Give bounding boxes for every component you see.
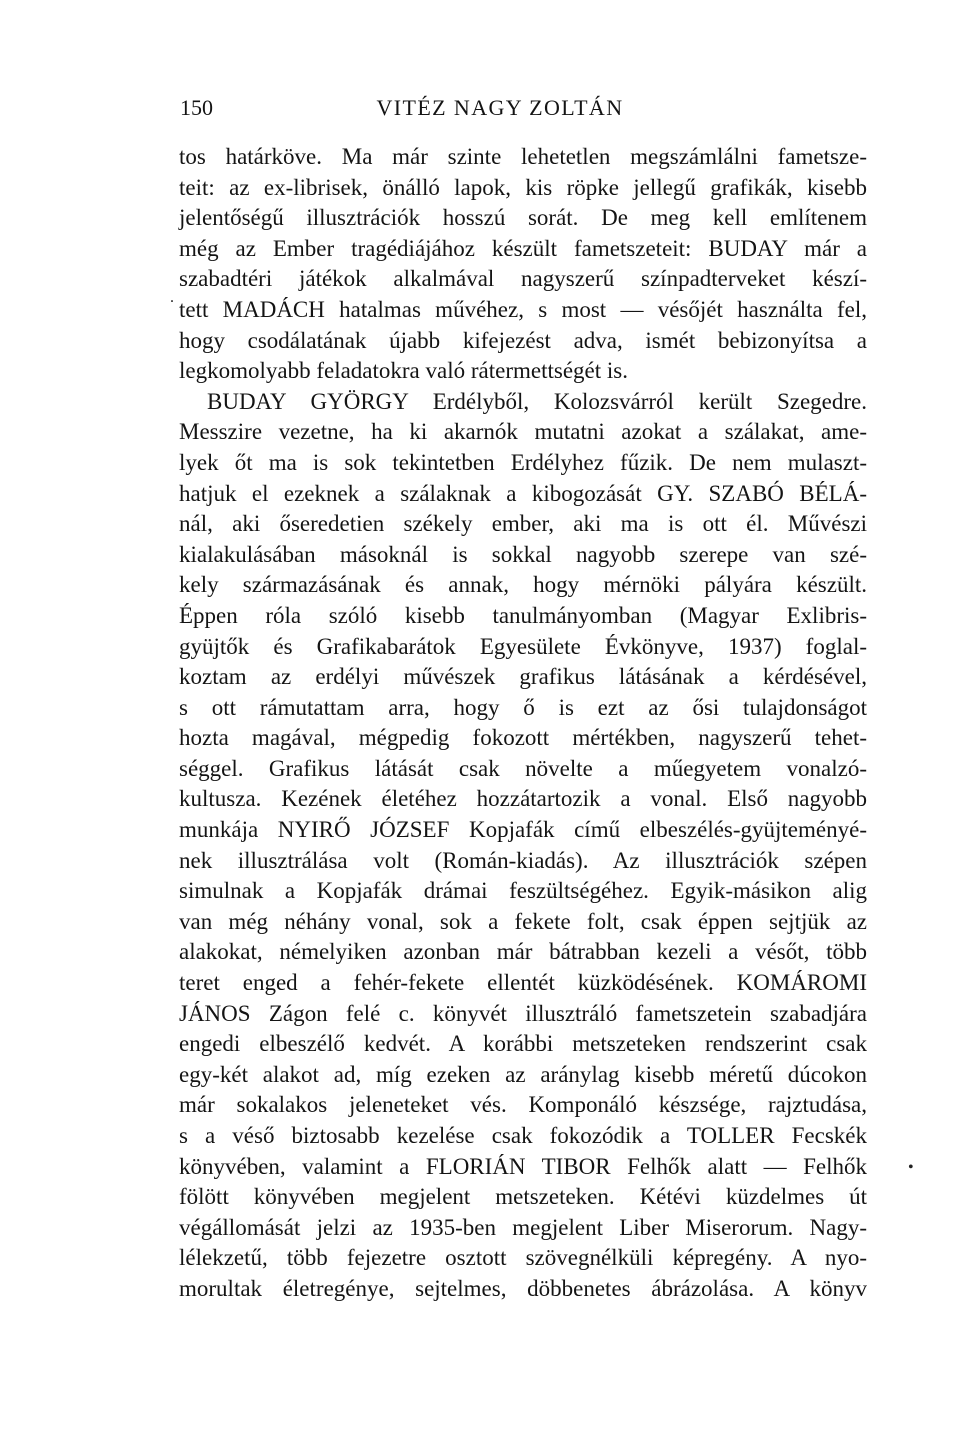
- page-header: [180, 92, 865, 124]
- text-line: legkomolyabb feladatokra való rátermettségét is.: [179, 358, 628, 384]
- text-line: hogy csodálatának újabb kifejezést adva, ismét bebizonyítsa a: [179, 327, 867, 353]
- text-line: simulnak a Kopjafák drámai feszültségéhez. Egyik-másikon alig: [179, 878, 867, 904]
- text-line: végállomását jelzi az 1935-ben megjelent Liber Miserorum. Nagy-: [179, 1214, 867, 1240]
- text-line: Messzire vezetne, ha ki akarnók mutatni azokat a szálakat, ame-: [179, 419, 867, 445]
- text-line: kialakulásában másoknál is sokkal nagyobb szerepe van szé-: [179, 541, 867, 567]
- text-line: kultusza. Kezének életéhez hozzátartozik a vonal. Első nagyobb: [179, 786, 867, 812]
- text-line: morultak életregénye, sejtelmes, döbbenetes ábrázolása. A könyv: [179, 1275, 867, 1301]
- text-line: teit: az ex-librisek, önálló lapok, kis röpke jellegű grafikák, kisebb: [179, 174, 867, 200]
- text-line: már sokalakos jeleneteket vés. Komponáló készsége, rajztudása,: [179, 1092, 867, 1118]
- text-line: Éppen róla szóló kisebb tanulmányomban (Magyar Exlibris-: [179, 602, 867, 628]
- text-line: tett MADÁCH hatalmas művéhez, s most — vésőjét használta fel,: [179, 296, 867, 322]
- text-line: hozta magával, mégpedig fokozott mértékben, nagyszerű tehet-: [179, 725, 867, 751]
- text-line: teret enged a fehér-fekete ellentét küzködésének. KOMÁROMI: [179, 970, 867, 996]
- text-line: gyüjtők és Grafikabarátok Egyesülete Évkönyve, 1937) foglal-: [179, 633, 867, 659]
- page-number: 150: [180, 95, 213, 120]
- text-line: fölött könyvében megjelent metszeteken. Kétévi küzdelmes út: [179, 1184, 867, 1210]
- text-line: nál, aki őseredetien székely ember, aki ma is ott él. Művészi: [179, 511, 867, 537]
- text-line: lélekzetű, több fejezetre osztott szövegnélküli képregény. A nyo-: [179, 1245, 867, 1271]
- text-line: nek illusztrálása volt (Román-kiadás). Az illusztrációk szépen: [179, 847, 867, 873]
- text-line: munkája NYIRŐ JÓZSEF Kopjafák című elbeszélés-gyüjteményé-: [179, 817, 867, 843]
- text-line: még az Ember tragédiájához készült fametszeteit: BUDAY már a: [179, 235, 867, 261]
- text-line: könyvében, valamint a FLORIÁN TIBOR Felhők alatt — Felhők: [179, 1153, 867, 1179]
- text-line: séggel. Grafikus látását csak növelte a műegyetem vonalzó-: [179, 755, 867, 781]
- text-line: BUDAY GYÖRGY Erdélyből, Kolozsvárról került Szegedre.: [207, 388, 867, 414]
- text-line: tos határköve. Ma már szinte lehetetlen megszámlálni fametsze-: [179, 144, 867, 169]
- text-line: koztam az erdélyi művészek grafikus látásának a kérdésével,: [179, 664, 867, 690]
- margin-mark: •: [908, 1159, 914, 1176]
- text-line: jelentőségű illusztrációk hosszú sorát. De meg kell említenem: [179, 205, 867, 231]
- margin-mark: .: [170, 289, 174, 306]
- text-line: hatjuk el ezeknek a szálaknak a kibogozását GY. SZABÓ BÉLÁ-: [179, 480, 867, 506]
- running-head: VITÉZ NAGY ZOLTÁN: [376, 95, 624, 120]
- text-line: szabadtéri játékok alkalmával nagyszerű színpadterveket készí-: [179, 266, 867, 292]
- text-line: s a véső biztosabb kezelése csak fokozódik a TOLLER Fecskék: [179, 1123, 867, 1148]
- text-line: JÁNOS Zágon felé c. könyvét illusztráló fametszetein szabadjára: [179, 1000, 867, 1026]
- text-line: engedi elbeszélő kedvét. A korábbi metszeteken rendszerint csak: [179, 1031, 867, 1057]
- text-line: van még néhány vonal, sok a fekete folt, csak éppen sejtjük az: [179, 908, 867, 934]
- body-text: [179, 142, 867, 1305]
- text-line: lyek őt ma is sok tekintetben Erdélyhez fűzik. De nem mulaszt-: [179, 449, 867, 475]
- text-line: kely származásának és annak, hogy mérnöki pályára készült.: [179, 572, 867, 598]
- text-line: s ott rámutattam arra, hogy ő is ezt az ősi tulajdonságot: [179, 694, 867, 720]
- text-line: egy-két alakot ad, míg ezeken az aránylag kisebb méretű dúcokon: [179, 1061, 867, 1087]
- text-line: alakokat, némelyiken azonban már bátrabban kezeli a vésőt, több: [179, 939, 867, 965]
